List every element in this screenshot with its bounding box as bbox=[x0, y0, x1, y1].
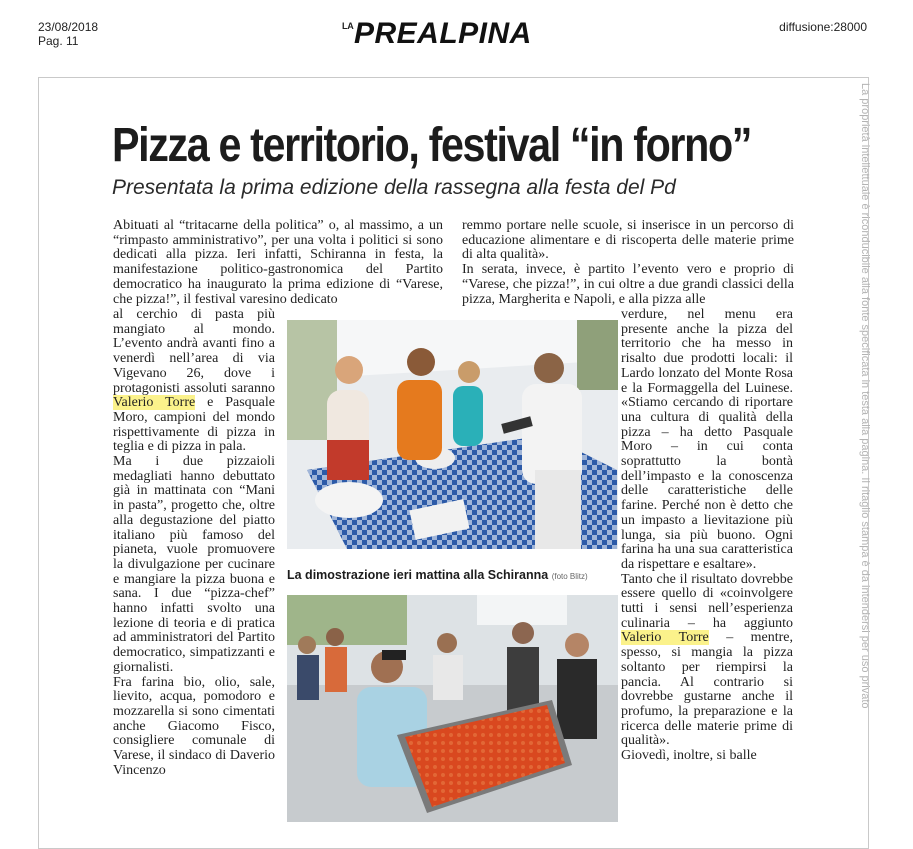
paragraph-8: Giovedì, inoltre, si balle bbox=[621, 748, 757, 764]
page-number: Pag. 11 bbox=[38, 34, 79, 48]
copyright-sidenote bbox=[859, 83, 884, 783]
photo-2-illustration bbox=[287, 595, 618, 822]
meta-date-page bbox=[38, 20, 98, 48]
article-date: 23/08/2018 bbox=[38, 20, 99, 34]
copyright-text: La proprietà intellettuale è riconducibile alla fonte specificata in testa alla pagina. Il ritaglio stampa è da intendersi per uso privato bbox=[859, 83, 871, 709]
paragraph-1 bbox=[113, 308, 275, 455]
paragraph-7-text-a: Tanto che il risultato dovrebbe essere quello di «coinvolgere tutti i sensi nell’esperienza culinaria – ha aggiunto bbox=[621, 571, 793, 631]
paragraph-1-text-b: e Pasquale Moro, campioni del mondo rispettivamente di pizza in teglia e di pizza in pala. bbox=[113, 395, 275, 455]
article-headline: Pizza e territorio, festival “in forno” bbox=[112, 119, 752, 172]
photo-pizza-demonstration bbox=[287, 320, 618, 549]
paragraph-7 bbox=[621, 573, 793, 749]
highlighted-name: Valerio Torre bbox=[113, 395, 196, 411]
circulation-info: diffusione:28000 bbox=[779, 20, 867, 34]
highlighted-name: Valerio Torre bbox=[621, 630, 709, 646]
column-2-narrow bbox=[621, 308, 793, 764]
paragraph-6: verdure, nel menu era presente anche la pizza del territorio che ha messo in risalto due prodotti locali: il Lardo lonzato del Monte Rosa e la Formaggella del Luinese. «Stiamo cercando di riportare una cultura di qualità della pizza – ha detto Pasquale Moro – in cui conta soprattutto la bontà dell’impasto e la conoscenza delle caratteristiche delle farine. Perché non è detto che un impasto a lievitazione più lunga, sia più buono. Ogni farina ha una sua caratteristica da rispettare e esaltare». bbox=[621, 307, 793, 572]
masthead-prefix: LA bbox=[342, 21, 354, 31]
newspaper-masthead bbox=[342, 18, 574, 54]
column-1-narrow bbox=[113, 308, 275, 779]
paragraph-5: In serata, invece, è partito l’evento vero e proprio di “Varese, che pizza!”, in cui oltre a due grandi classici della pizza, Margherita e Napoli, e alla pizza alle bbox=[462, 262, 794, 307]
paragraph-2: Ma i due pizzaioli medagliati hanno debuttato già in mattinata con “Mani in pasta”, progetto che, oltre alla degustazione del piatto italiano più famoso del pianeta, vuole promuovere la divulgazione per cucinare e mangiare la pizza buona e sana. I due “pizza-chef” hanno infatti svolto una lezione di teoria e di pratica ad amministratori del Partito democratico, simpatizzanti e giornalisti. bbox=[113, 454, 275, 675]
caption-text: La dimostrazione ieri mattina alla Schiranna bbox=[287, 568, 549, 582]
column-2-wide bbox=[462, 219, 794, 307]
paragraph-7-text-b: – mentre, spesso, si mangia la pizza soltanto per riempirsi la pancia. Al contrario si dovrebbe gustarne anche il profumo, la preparazione e la ricerca delle materie prime di qualità». bbox=[621, 630, 793, 749]
paragraph-1-text-a: al cerchio di pasta più mangiato al mondo. L’evento andrà avanti fino a venerdì nell’area di via Vigevano 26, dove i protagonisti assoluti saranno bbox=[113, 307, 275, 396]
photo-pizza-tray bbox=[287, 595, 618, 822]
masthead-name: PREALPINA bbox=[354, 17, 532, 50]
paragraph-4: remmo portare nelle scuole, si inserisce in un percorso di educazione alimentare e di riscoperta delle materie prime di alta qualità». bbox=[462, 218, 794, 263]
paragraph-3: Fra farina bio, olio, sale, lievito, acqua, pomodoro e mozzarella si sono cimentati anche Giacomo Fisco, consigliere comunale di Varese, il sindaco di Daverio Vincenzo bbox=[113, 674, 275, 778]
photo-1-illustration bbox=[287, 320, 618, 549]
paragraph-intro: Abituati al “tritacarne della politica” o, al massimo, a un “rimpasto amministrativo”, per una volta i politici si sono dedicati alla pizza. Ieri infatti, Schiranna in festa, la manifestazione politico-gastronomica del Partito democratico ha inaugurato la prima edizione di “Varese, che pizza!”, il festival varesino dedicato bbox=[113, 218, 443, 307]
photo-caption bbox=[287, 568, 588, 582]
photo-credit: (foto Blitz) bbox=[551, 572, 588, 581]
article-subheadline: Presentata la prima edizione della rassegna alla festa del Pd bbox=[112, 176, 676, 199]
column-1-wide bbox=[113, 219, 443, 307]
